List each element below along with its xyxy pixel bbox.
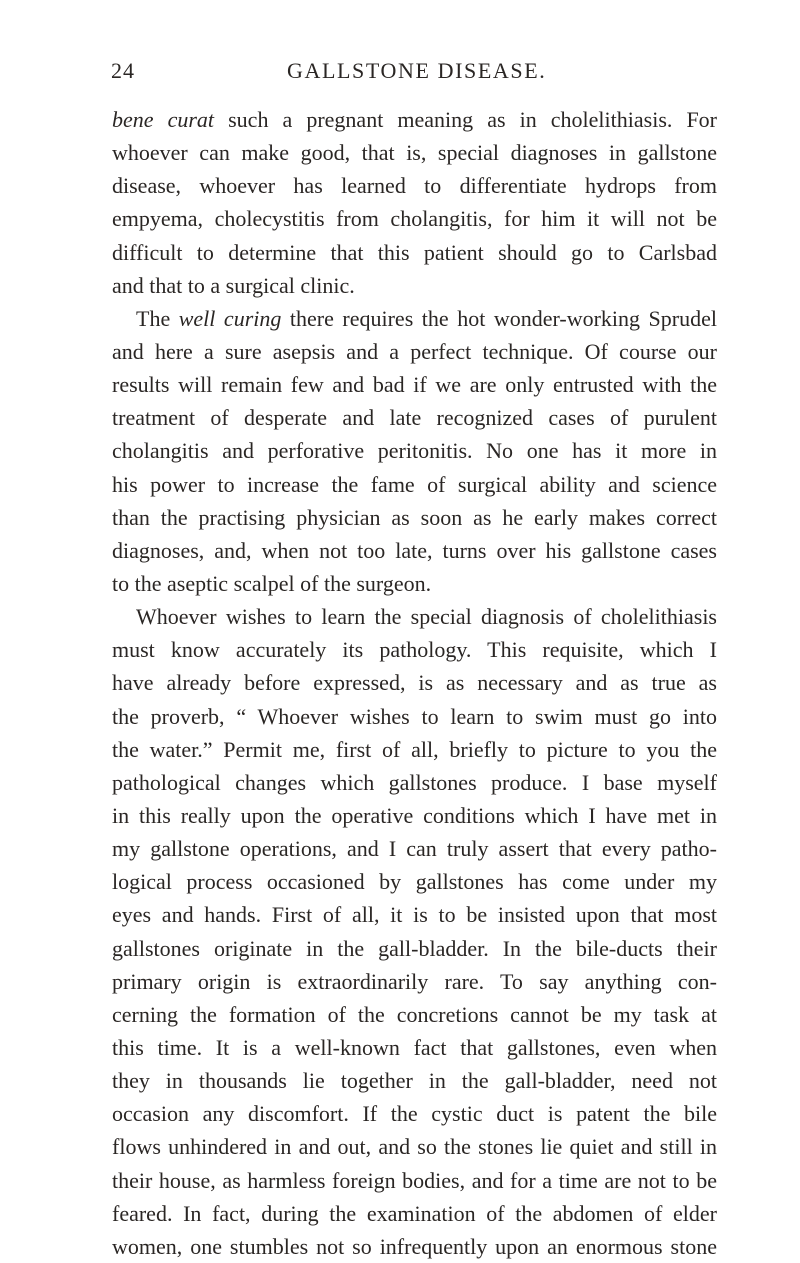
paragraph-start-line: Whoever wishes to learn the special diagnosis of cholelithiasis (136, 604, 717, 630)
text-line: whoever can make good, that is, special diagnoses in gallstone (112, 140, 717, 166)
text-line: and that to a surgical clinic. (112, 272, 355, 298)
text-line: primary origin is extraordinarily rare. To say anything con- (112, 968, 717, 994)
text-line (112, 103, 717, 136)
text-line: the proverb, “ Whoever wishes to learn to swim must go into (112, 703, 717, 729)
text-line: than the practising physician as soon as he early makes correct (112, 504, 717, 530)
body-text (112, 103, 717, 1263)
italic-phrase: well curing (178, 305, 282, 331)
paragraph-start-line (112, 302, 717, 335)
text-line: eyes and hands. First of all, it is to be insisted upon that most (112, 902, 717, 928)
text-line: disease, whoever has learned to differentiate hydrops from (112, 173, 717, 199)
text-line: logical process occasioned by gallstones has come under my (112, 869, 717, 895)
text-line: feared. In fact, during the examination of the abdomen of elder (112, 1200, 717, 1226)
text-line: diagnoses, and, when not too late, turns over his gallstone cases (112, 537, 717, 563)
text-line: pathological changes which gallstones produce. I base myself (112, 769, 717, 795)
text-line: have already before expressed, is as necessary and as true as (112, 670, 717, 696)
text-line: their house, as harmless foreign bodies, and for a time are not to be (112, 1167, 717, 1193)
text-line: they in thousands lie together in the gall-bladder, need not (112, 1068, 717, 1094)
text-line: this time. It is a well-known fact that gallstones, even when (112, 1034, 717, 1060)
running-header (0, 58, 800, 88)
page-number: 24 (111, 58, 135, 83)
text-line: cerning the formation of the concretions cannot be my task at (112, 1001, 717, 1027)
text-line: gallstones originate in the gall-bladder. In the bile-ducts their (112, 935, 717, 961)
running-head-title: GALLSTONE DISEASE. (287, 58, 547, 83)
text-line: occasion any discomfort. If the cystic duct is patent the bile (112, 1101, 717, 1127)
text-line: in this really upon the operative conditions which I have met in (112, 802, 717, 828)
text-line: the water.” Permit me, first of all, briefly to picture to you the (112, 736, 717, 762)
text-line: difficult to determine that this patient should go to Carlsbad (112, 239, 717, 265)
text-line: cholangitis and perforative peritonitis. No one has it more in (112, 438, 717, 464)
text-line: must know accurately its pathology. This requisite, which I (112, 637, 717, 663)
text-line: and here a sure asepsis and a perfect technique. Of course our (112, 338, 717, 364)
text-line: flows unhindered in and out, and so the stones lie quiet and still in (112, 1134, 717, 1160)
text-line: results will remain few and bad if we are only entrusted with the (112, 372, 717, 398)
text-span: there requires the hot wonder-working Sprudel (281, 305, 717, 331)
text-line: treatment of desperate and late recognized cases of purulent (112, 405, 717, 431)
italic-phrase: bene curat (112, 107, 215, 132)
text-line: to the aseptic scalpel of the surgeon. (112, 570, 432, 596)
text-line: empyema, cholecystitis from cholangitis, for him it will not be (112, 206, 717, 232)
text-line: my gallstone operations, and I can truly assert that every patho- (112, 836, 717, 862)
text-span: such a pregnant meaning as in cholelithiasis. For (214, 107, 717, 132)
text-span: The (136, 305, 179, 331)
text-line: women, one stumbles not so infrequently upon an enormous stone (112, 1233, 717, 1259)
text-line: his power to increase the fame of surgical ability and science (112, 471, 717, 497)
